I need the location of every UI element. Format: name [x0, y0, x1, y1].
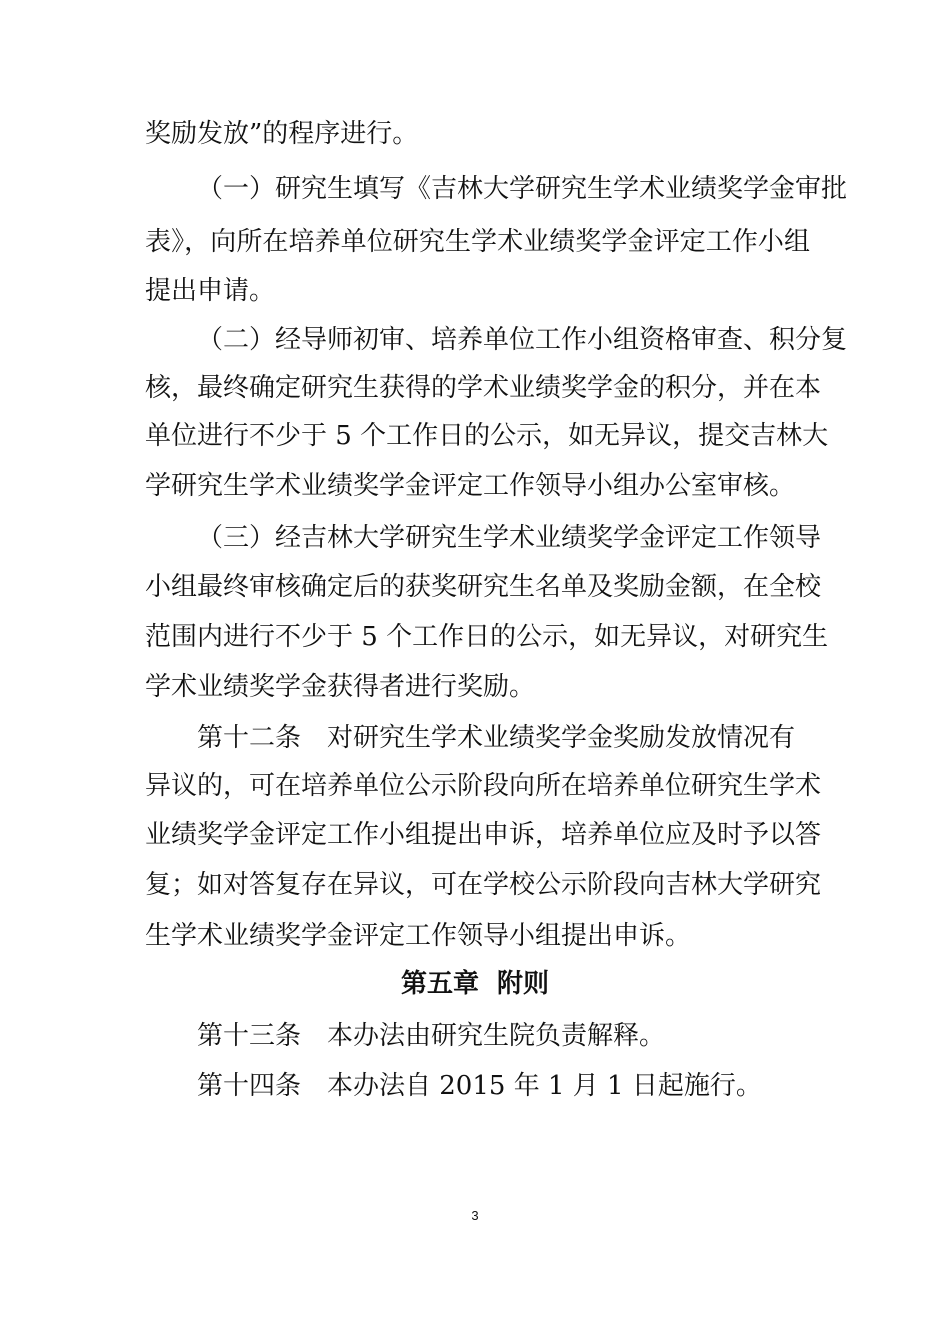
text-line: 提出申请。: [145, 276, 276, 306]
article-14: 第十四条 本办法自 2015 年 1 月 1 日起施行。: [197, 1071, 762, 1101]
text-line: 核，最终确定研究生获得的学术业绩奖学金的积分，并在本: [145, 373, 822, 403]
text-line: 学术业绩奖学金获得者进行奖励。: [145, 672, 536, 702]
text-line: 范围内进行不少于 5 个工作日的公示，如无异议，对研究生: [145, 622, 829, 652]
text-line: 表》，向所在培养单位研究生学术业绩奖学金评定工作小组: [145, 227, 810, 257]
text-line: （一）研究生填写《吉林大学研究生学术业绩奖学金审批: [197, 174, 848, 204]
text-line: 学研究生学术业绩奖学金评定工作领导小组办公室审核。: [145, 471, 796, 501]
text-line: 复；如对答复存在异议，可在学校公示阶段向吉林大学研究: [145, 870, 822, 900]
text-line: （三）经吉林大学研究生学术业绩奖学金评定工作领导: [197, 523, 822, 553]
text-line: 小组最终审核确定后的获奖研究生名单及奖励金额，在全校: [145, 572, 822, 602]
text-line: （二）经导师初审、培养单位工作小组资格审查、积分复: [197, 325, 848, 355]
text-line: 生学术业绩奖学金评定工作领导小组提出申诉。: [145, 921, 692, 951]
text-line: 业绩奖学金评定工作小组提出申诉，培养单位应及时予以答: [145, 820, 822, 850]
chapter-heading: 第五章 附则: [400, 969, 550, 999]
text-line: 异议的，可在培养单位公示阶段向所在培养单位研究生学术: [145, 771, 822, 801]
text-line: 奖励发放”的程序进行。: [145, 119, 419, 149]
text-line: 第十二条 对研究生学术业绩奖学金奖励发放情况有: [197, 723, 796, 753]
page-number: 3: [471, 1208, 479, 1223]
article-13: 第十三条 本办法由研究生院负责解释。: [197, 1021, 666, 1051]
text-line: 单位进行不少于 5 个工作日的公示，如无异议，提交吉林大: [145, 421, 829, 451]
